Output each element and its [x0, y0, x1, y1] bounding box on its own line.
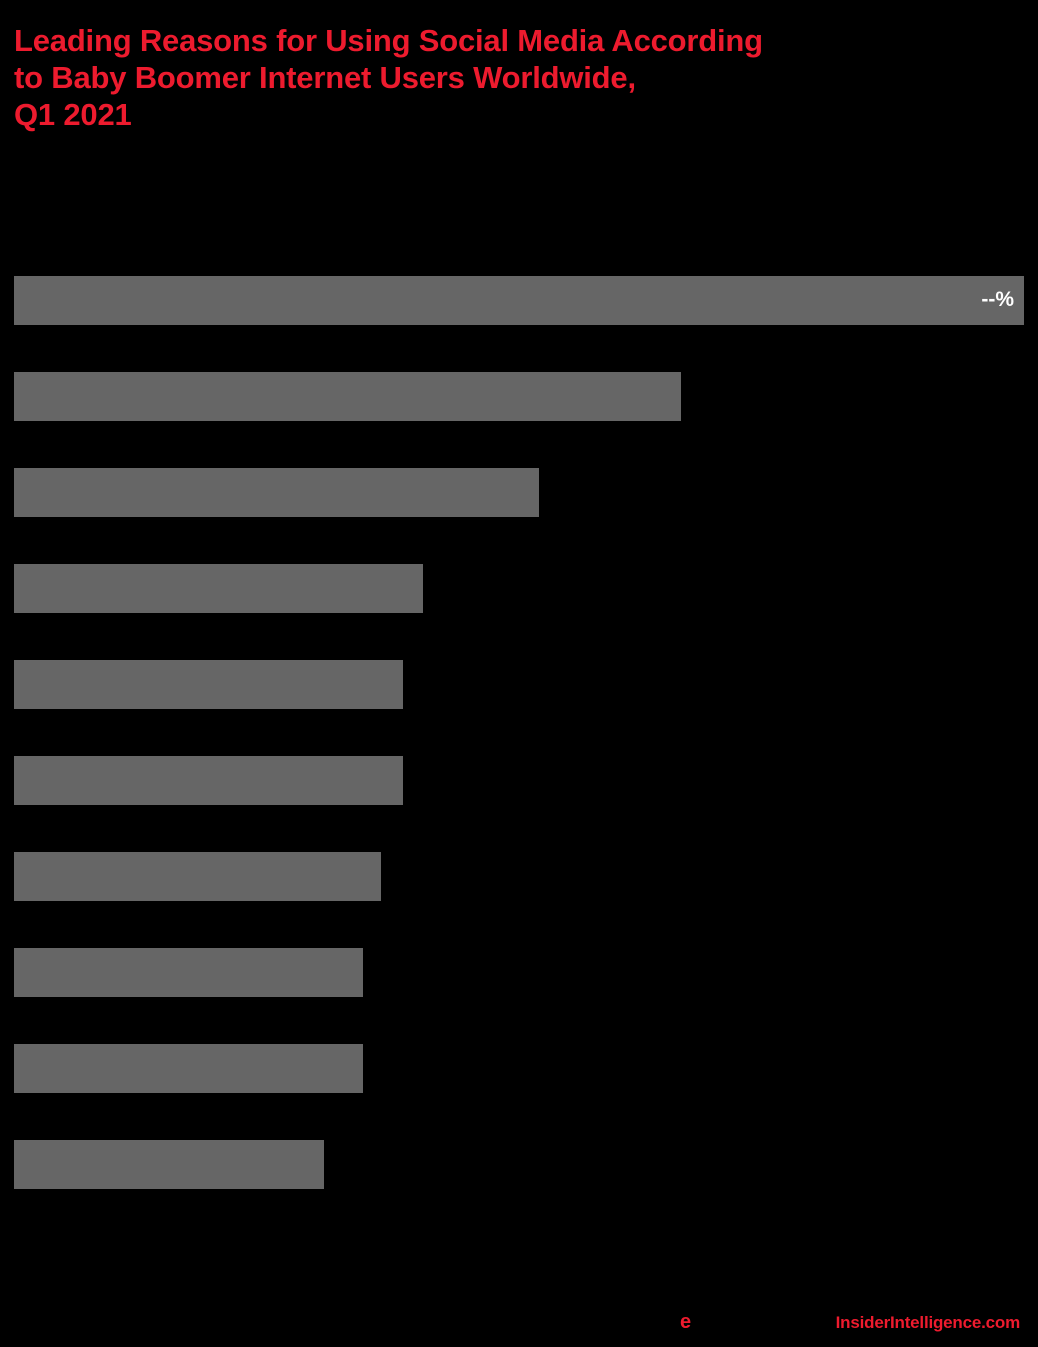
bar-8	[14, 1044, 363, 1093]
bar-4	[14, 660, 403, 709]
brand-link[interactable]: InsiderIntelligence.com	[835, 1313, 1020, 1332]
table-row	[14, 852, 1024, 948]
page-title-line-2: to Baby Boomer Internet Users Worldwide,	[14, 60, 636, 95]
bar-value-label-0: --%	[981, 288, 1014, 311]
bar-2	[14, 468, 539, 517]
table-row	[14, 276, 1024, 372]
table-row	[14, 1140, 1024, 1236]
bar-1	[14, 372, 681, 421]
page-title-line-1: Leading Reasons for Using Social Media According	[14, 23, 763, 58]
bar-3	[14, 564, 423, 613]
bar-chart	[14, 276, 1024, 1196]
bar-0	[14, 276, 1024, 325]
bar-9	[14, 1140, 324, 1189]
page-title-line-3: Q1 2021	[14, 97, 132, 132]
table-row	[14, 1044, 1024, 1140]
bar-5	[14, 756, 403, 805]
table-row	[14, 756, 1024, 852]
table-row	[14, 948, 1024, 1044]
table-row	[14, 660, 1024, 756]
bar-7	[14, 948, 363, 997]
table-row	[14, 468, 1024, 564]
table-row	[14, 372, 1024, 468]
emarketer-logo: e	[680, 1311, 692, 1333]
page-title	[14, 22, 1024, 133]
bar-6	[14, 852, 381, 901]
table-row	[14, 564, 1024, 660]
